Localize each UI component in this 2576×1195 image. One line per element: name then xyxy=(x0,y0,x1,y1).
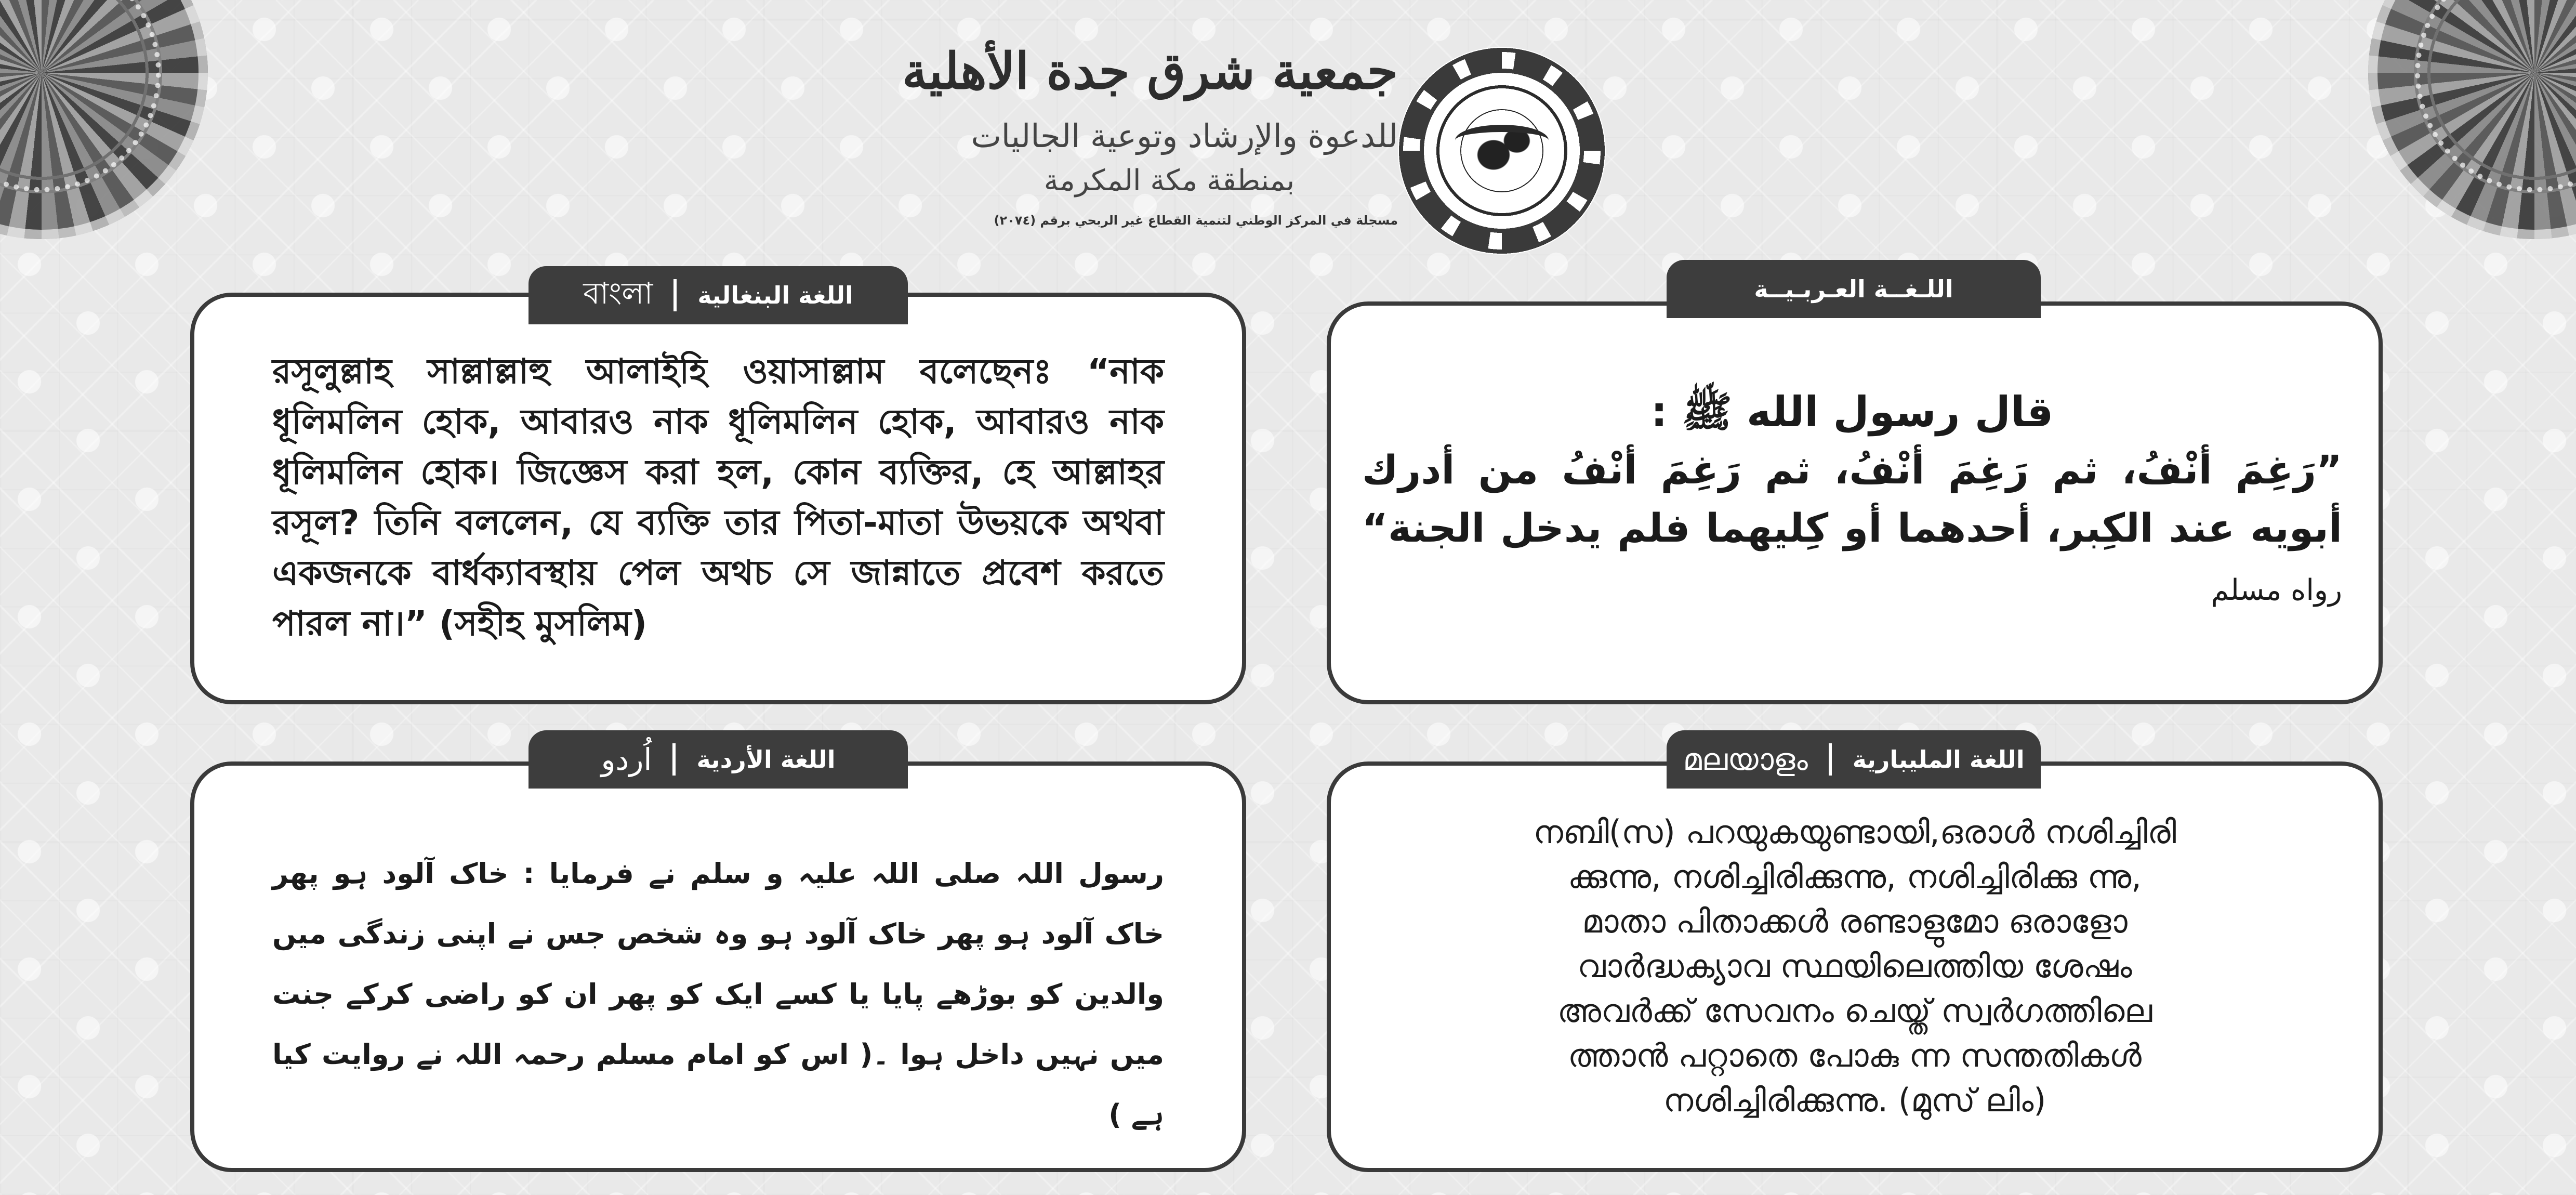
tab-malayalam-arabic-label: اللغة المليبارية xyxy=(1852,745,2025,773)
tab-divider xyxy=(673,279,677,311)
malayalam-text xyxy=(1383,810,2327,1123)
tab-arabic-label: اللـغــة العـربـيــة xyxy=(1754,275,1953,303)
arabic-text xyxy=(1362,384,2342,620)
urdu-card xyxy=(190,761,1246,1172)
right-corner-ornament xyxy=(2368,0,2576,239)
tab-malayalam xyxy=(1667,730,2041,789)
arabic-hadith xyxy=(1362,441,2342,620)
tab-malayalam-native-label: മലയാളം xyxy=(1683,741,1808,777)
tab-bengali xyxy=(529,266,908,324)
tab-divider xyxy=(672,743,676,776)
tab-bengali-arabic-label: اللغة البنغالية xyxy=(697,281,853,309)
tab-bengali-native-label: বাংলা xyxy=(583,275,653,311)
org-name: جمعية شرق جدة الأهلية xyxy=(902,42,1398,100)
tab-urdu-arabic-label: اللغة الأردية xyxy=(696,745,836,773)
malayalam-line: അവർക്ക് സേവനം ചെയ്ത് സ്വർഗത്തിലെ xyxy=(1557,992,2152,1030)
malayalam-line: ത്താൻ പറ്റാതെ പോകു ന്ന സന്തതികൾ xyxy=(1568,1036,2142,1074)
malayalam-line: മാതാ പിതാക്കൾ രണ്ടാളുമോ ഒരാളോ xyxy=(1582,902,2128,940)
bengali-card xyxy=(190,293,1246,704)
bengali-text: রসূলুল্লাহ সাল্লাল্লাহু আলাইহি ওয়াসাল্লাম বলেছেনঃ “নাক ধূলিমলিন হোক, আবারও নাক ধূলিমলিন হোক, আবারও নাক ধূলিমলিন হোক। জিজ্ঞেস করা হল, কোন ব্যক্তির, হে আল্লাহর রসূল? তিনি বললেন, যে ব্যক্তি তার পিতা-মাতা উভয়কে অথবা একজনকে বার্ধক্যাবস্থায় পেল অথচ সে জান্নাতে প্রবেশ করতে পারল না।” (সহীহ মুসলিম) xyxy=(272,351,1164,644)
tab-urdu-native-label: اُردو xyxy=(601,742,652,777)
book-icon xyxy=(1455,125,1549,156)
tab-divider xyxy=(1829,743,1832,776)
arabic-source: رواه مسلم xyxy=(2211,573,2342,607)
arabic-hadith-text: ”رَغِمَ أنْفُ، ثم رَغِمَ أنْفُ، ثم رَغِمَ أنْفُ من أدرك أبويه عند الكِبر، أحدهما أو كِليهما فلم يدخل الجنة“ xyxy=(1362,447,2342,551)
malayalam-line: ക്കുന്നു, നശിച്ചിരിക്കുന്നു, നശിച്ചിരിക്കു ന്നു, xyxy=(1568,858,2142,896)
org-logo xyxy=(1398,47,1606,255)
arabic-card xyxy=(1327,301,2383,704)
tab-arabic xyxy=(1667,260,2041,318)
arabic-intro: قال رسول الله ﷺ : xyxy=(1650,388,2054,436)
tab-urdu xyxy=(529,730,908,789)
malayalam-line: നബി(സ) പറയുകയുണ്ടായി,ഒരാൾ നശിച്ചിരി xyxy=(1533,813,2176,851)
org-region: بمنطقة مكة المكرمة xyxy=(1043,164,1295,198)
urdu-text: رسول اللہ صلی اللہ علیہ و سلم نے فرمایا : خاک آلود ہو پھر خاک آلود ہو پھر خاک آلود ہو وہ شخص جس نے اپنی زندگی میں والدین کو بوڑھے پایا یا کسے ایک کو پھر ان کو راضی کرکے جنت میں نہیں داخل ہوا ۔( اس کو امام مسلم رحمہ اللہ نے روایت کیا ہے ) xyxy=(272,857,1164,1131)
org-subtitle: للدعوة والإرشاد وتوعية الجاليات xyxy=(971,117,1398,155)
malayalam-line: നശിച്ചിരിക്കുന്നു. (മുസ് ലിം) xyxy=(1663,1081,2046,1119)
left-corner-ornament xyxy=(0,0,208,239)
registration-note: مسجلة في المركز الوطني لتنمية القطاع غير الربحي برقم (٢٠٧٤) xyxy=(994,213,1398,228)
header xyxy=(902,21,1642,260)
malayalam-line: വാർദ്ധക്യാവ സ്ഥയിലെത്തിയ ശേഷം xyxy=(1577,947,2132,985)
malayalam-card xyxy=(1327,761,2383,1172)
